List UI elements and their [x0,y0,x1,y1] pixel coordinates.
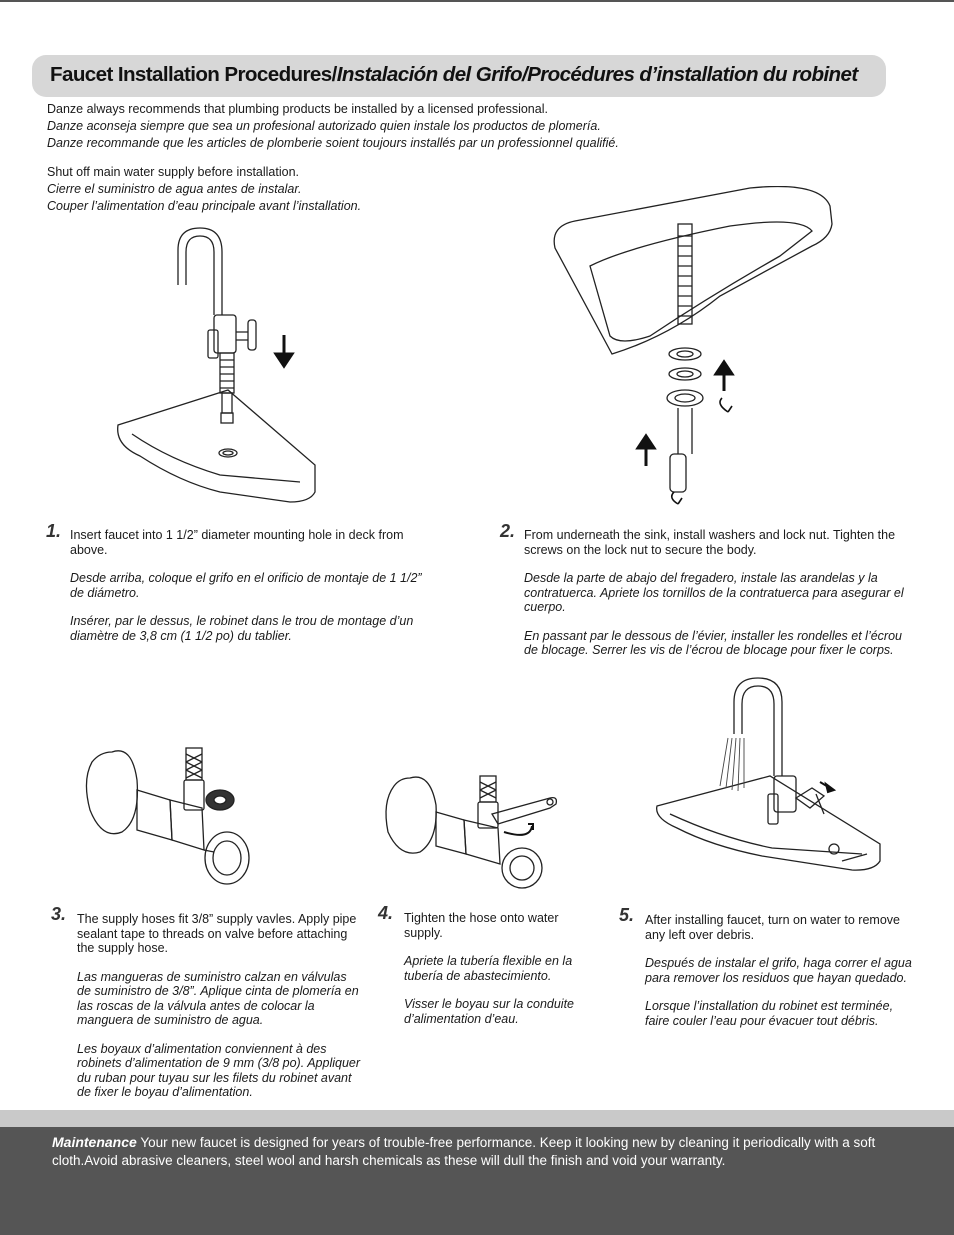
wall-flange [386,777,436,853]
intro-licensed [47,101,619,152]
step-1-fr: Insérer, par le dessus, le robinet dans le trou de montage d’un diamètre de 3,8 cm (1 1/2 po) du tablier. [70,614,414,643]
title-english: Faucet Installation Procedures/ [50,63,337,86]
rotate-arrow-icon [504,824,533,835]
step-3-number: 3. [51,904,67,924]
step-3-es: Las mangueras de suministro calzan en válvulas de suministro de 3/8”. Aplique cinta de plomería en las roscas de la válvula antes de colocar la manguera de suministro de agua. [77,969,359,1027]
step-3 [51,904,362,1114]
intro-shutoff [47,164,361,215]
step-2-fr: En passant par le dessous de l’évier, installer les rondelles et l’écrou de blocage. Serrer les vis de l’écrou de blocage pour fixer le corps. [524,628,902,657]
step-4-fr: Visser le boyau sur la conduite d’alimentation d’eau. [404,997,575,1026]
rotate-arrow-icon [672,398,732,504]
sink-basin [554,186,832,354]
maintenance-band [0,1110,954,1127]
step-1 [46,521,430,657]
intro-shutoff-es: Cierre el suministro de agua antes de instalar. [47,182,302,196]
down-arrow-icon [276,335,292,366]
step-1-es: Desde arriba, coloque el grifo en el orificio de montaje de 1 1/2” de diámetro. [70,571,422,600]
intro-line-en: Danze always recommends that plumbing products be installed by a licensed professional. [47,102,548,116]
step-1-en: Insert faucet into 1 1/2” diameter mounting hole in deck from above. [70,528,404,557]
step-4-en: Tighten the hose onto water supply. [404,911,559,940]
page-title [32,55,886,97]
step-2-en: From underneath the sink, install washers and lock nut. Tighten the screws on the lock nut to secure the body. [524,528,896,557]
maintenance-text: Your new faucet is designed for years of trouble-free performance. Keep it looking new by cleaning it periodically with a soft cloth.Avoid abrasive cleaners, steel wool and harsh chemicals as these will dull the finish and void your warranty. [52,1135,876,1168]
step-2-number: 2. [500,521,516,541]
gooseneck-spout [734,678,782,776]
top-rule [0,0,954,2]
gooseneck-spout [178,228,222,315]
step-2-es: Desde la parte de abajo del fregadero, instale las arandelas y la contratuerca. Apriete los tornillos de la contratuerca para asegurar el cuerpo. [524,571,904,614]
step-4 [378,903,584,1040]
step5-illustration [652,676,887,876]
intro-shutoff-en: Shut off main water supply before installation. [47,165,299,179]
wall-flange [86,751,137,834]
step3-illustration [82,740,252,890]
arrow-icon [820,782,834,792]
valve-handle [502,848,542,888]
step4-illustration [380,740,560,890]
step-5-en: After installing faucet, turn on water to remove any left over debris. [645,913,900,942]
step-4-es: Apriete la tubería flexible en la tubería de abastecimiento. [404,954,573,983]
step-5-fr: Lorsque l’installation du robinet est terminée, faire couler l’eau pour évacuer tout débris. [645,999,894,1028]
maintenance-section [0,1127,954,1235]
intro-shutoff-fr: Couper l’alimentation d’eau principale avant l’installation. [47,199,362,213]
step-5-number: 5. [619,905,635,925]
step-1-number: 1. [46,521,62,541]
step-3-fr: Les boyaux d’alimentation conviennent à des robinets d’alimentation de 9 mm (3/8 po). Appliquer du ruban pour tuyau sur les filets du robinet avant de fixer le boyau d’alimentation. [77,1041,361,1099]
water-stream [720,738,744,791]
deck-plate [118,390,315,502]
valve-handle [205,832,249,884]
step2-illustration [550,186,835,506]
step1-illustration [110,220,320,510]
step-4-number: 4. [378,903,394,923]
intro-line-fr: Danze recommande que les articles de plomberie soient toujours installés par un professionnel qualifié. [47,136,619,150]
intro-line-es: Danze aconseja siempre que sea un profesional autorizado quien instale los productos de plomería. [47,119,601,133]
step-3-en: The supply hoses fit 3/8” supply vavles. Apply pipe sealant tape to threads on valve before attaching the supply hose. [77,912,357,955]
step-2 [500,521,919,672]
title-spanish-french: Instalación del Grifo/Procédures d’installation du robinet [336,63,858,86]
step-5-es: Después de instalar el grifo, haga correr el agua para remover los residuos que hayan quedado. [645,956,912,985]
step-5 [619,905,915,1042]
maintenance-heading: Maintenance [52,1134,137,1150]
